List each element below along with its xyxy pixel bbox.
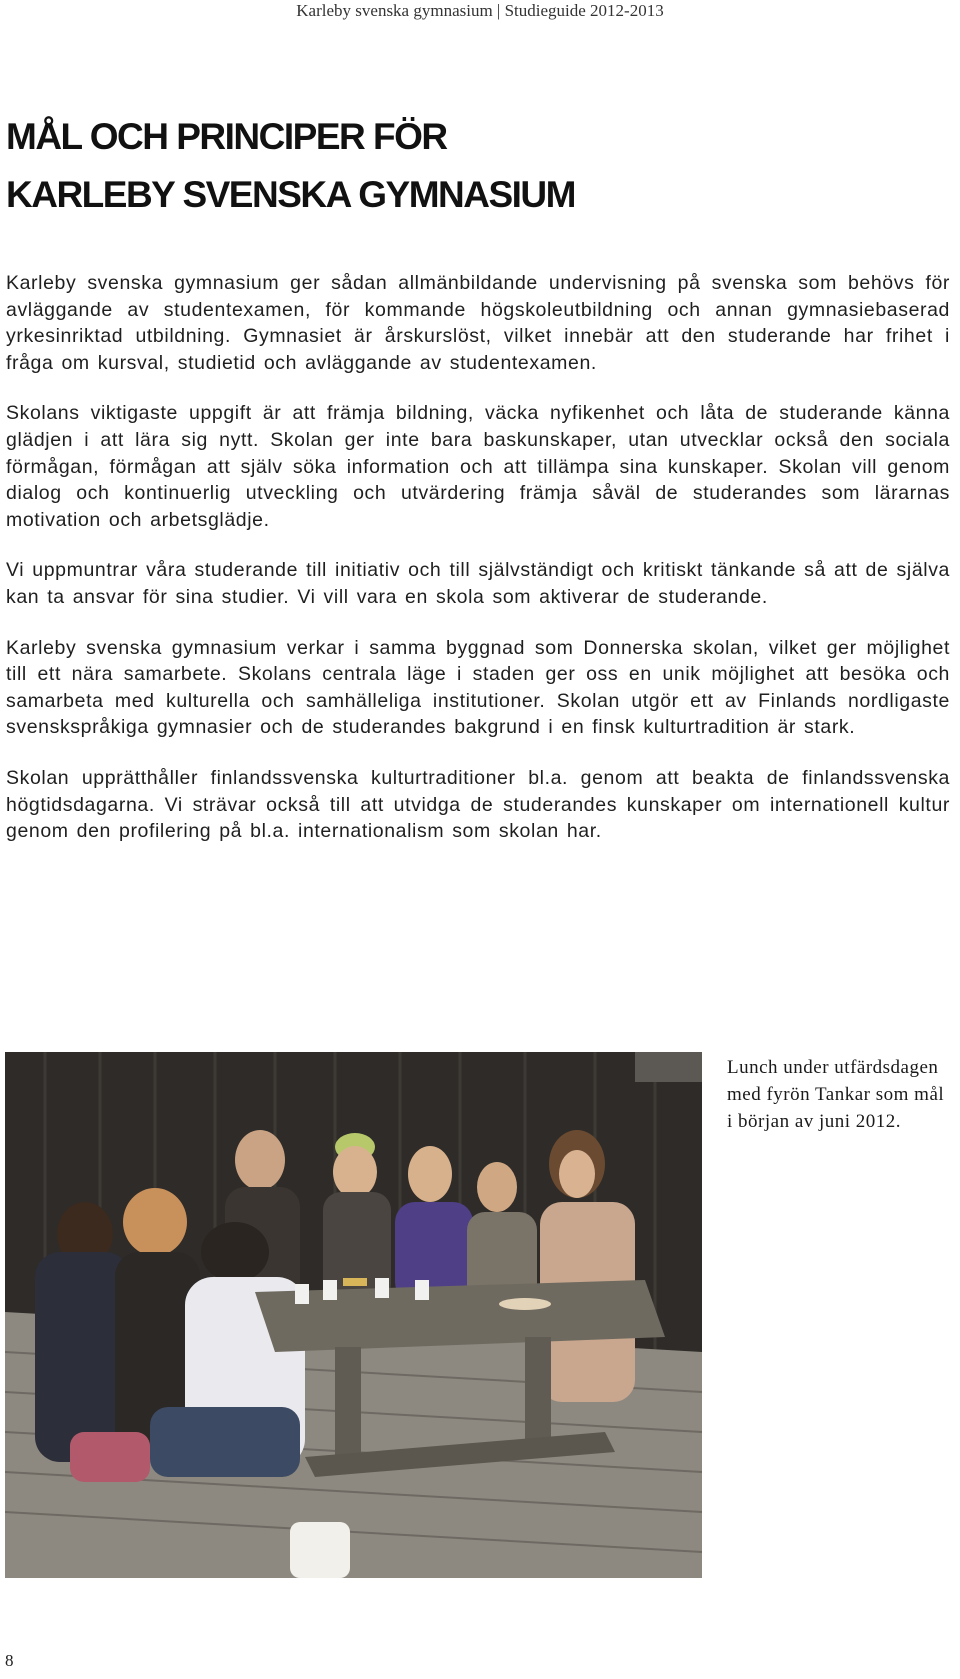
paragraph-intro: Karleby svenska gymnasium ger sådan allmänbildande undervisning på svenska som behövs för avläggande av studentexamen, för kommande högskoleutbildning och annan gymnasiebaserad yrkesinriktad utbildning. Gymnasiet är årskurslöst, vilket innebär att den studerande har frihet i fråga om kursval, studietid och avläggande av studentexamen. (6, 272, 950, 374)
paragraph-traditions: Skolan upprätthåller finlandssvenska kulturtraditioner bl.a. genom att beakta de finlandssvenska högtidsdagarna. Vi strävar också till att utvidga de studerandes kunskaper om internationell kultur genom den profilering på bl.a. internationalism som skolan har. (6, 766, 950, 843)
lunch-photo-illustration (5, 1052, 702, 1578)
body-text (6, 270, 950, 869)
photo-caption: Lunch under utfärdsdagen med fyrön Tankar som mål i början av juni 2012. (727, 1057, 945, 1132)
page-title-line-1: MÅL OCH PRINCIPER FÖR (6, 116, 447, 157)
paragraph-mission: Skolans viktigaste uppgift är att främja bildning, väcka nyfikenhet och låta de studerande känna glädjen i att lära sig nytt. Skolan ger inte bara baskunskaper, utan utvecklar också den sociala förmågan, förmågan att själv söka information och att tillämpa sina kunskaper. Skolan vill genom dialog och kontinuerlig utveckling och utvärdering främja såväl de studerandes som lärarnas motivation och arbetsglädje. (6, 402, 950, 531)
page-number: 8 (5, 1651, 14, 1670)
page-title (6, 108, 575, 224)
running-header: Karleby svenska gymnasium | Studieguide 2012-2013 (296, 1, 664, 20)
page-title-line-2: KARLEBY SVENSKA GYMNASIUM (6, 174, 575, 215)
paragraph-location: Karleby svenska gymnasium verkar i samma byggnad som Donnerska skolan, vilket ger möjlighet till ett nära samarbete. Skolans centrala läge i staden ger oss en unik möjlighet att besöka och samarbeta med kulturella och samhälleliga institutioner. Skolan utgör ett av Finlands nordligaste svenskspråkiga gymnasier och de studerandes bakgrund i en finsk kulturtradition är stark. (6, 636, 950, 739)
paragraph-initiative: Vi uppmuntrar våra studerande till initiativ och till självständigt och kritiskt tänkande så att de själva kan ta ansvar för sina studier. Vi vill vara en skola som aktiverar de studerande. (6, 559, 950, 608)
lunch-photo (5, 1052, 702, 1578)
